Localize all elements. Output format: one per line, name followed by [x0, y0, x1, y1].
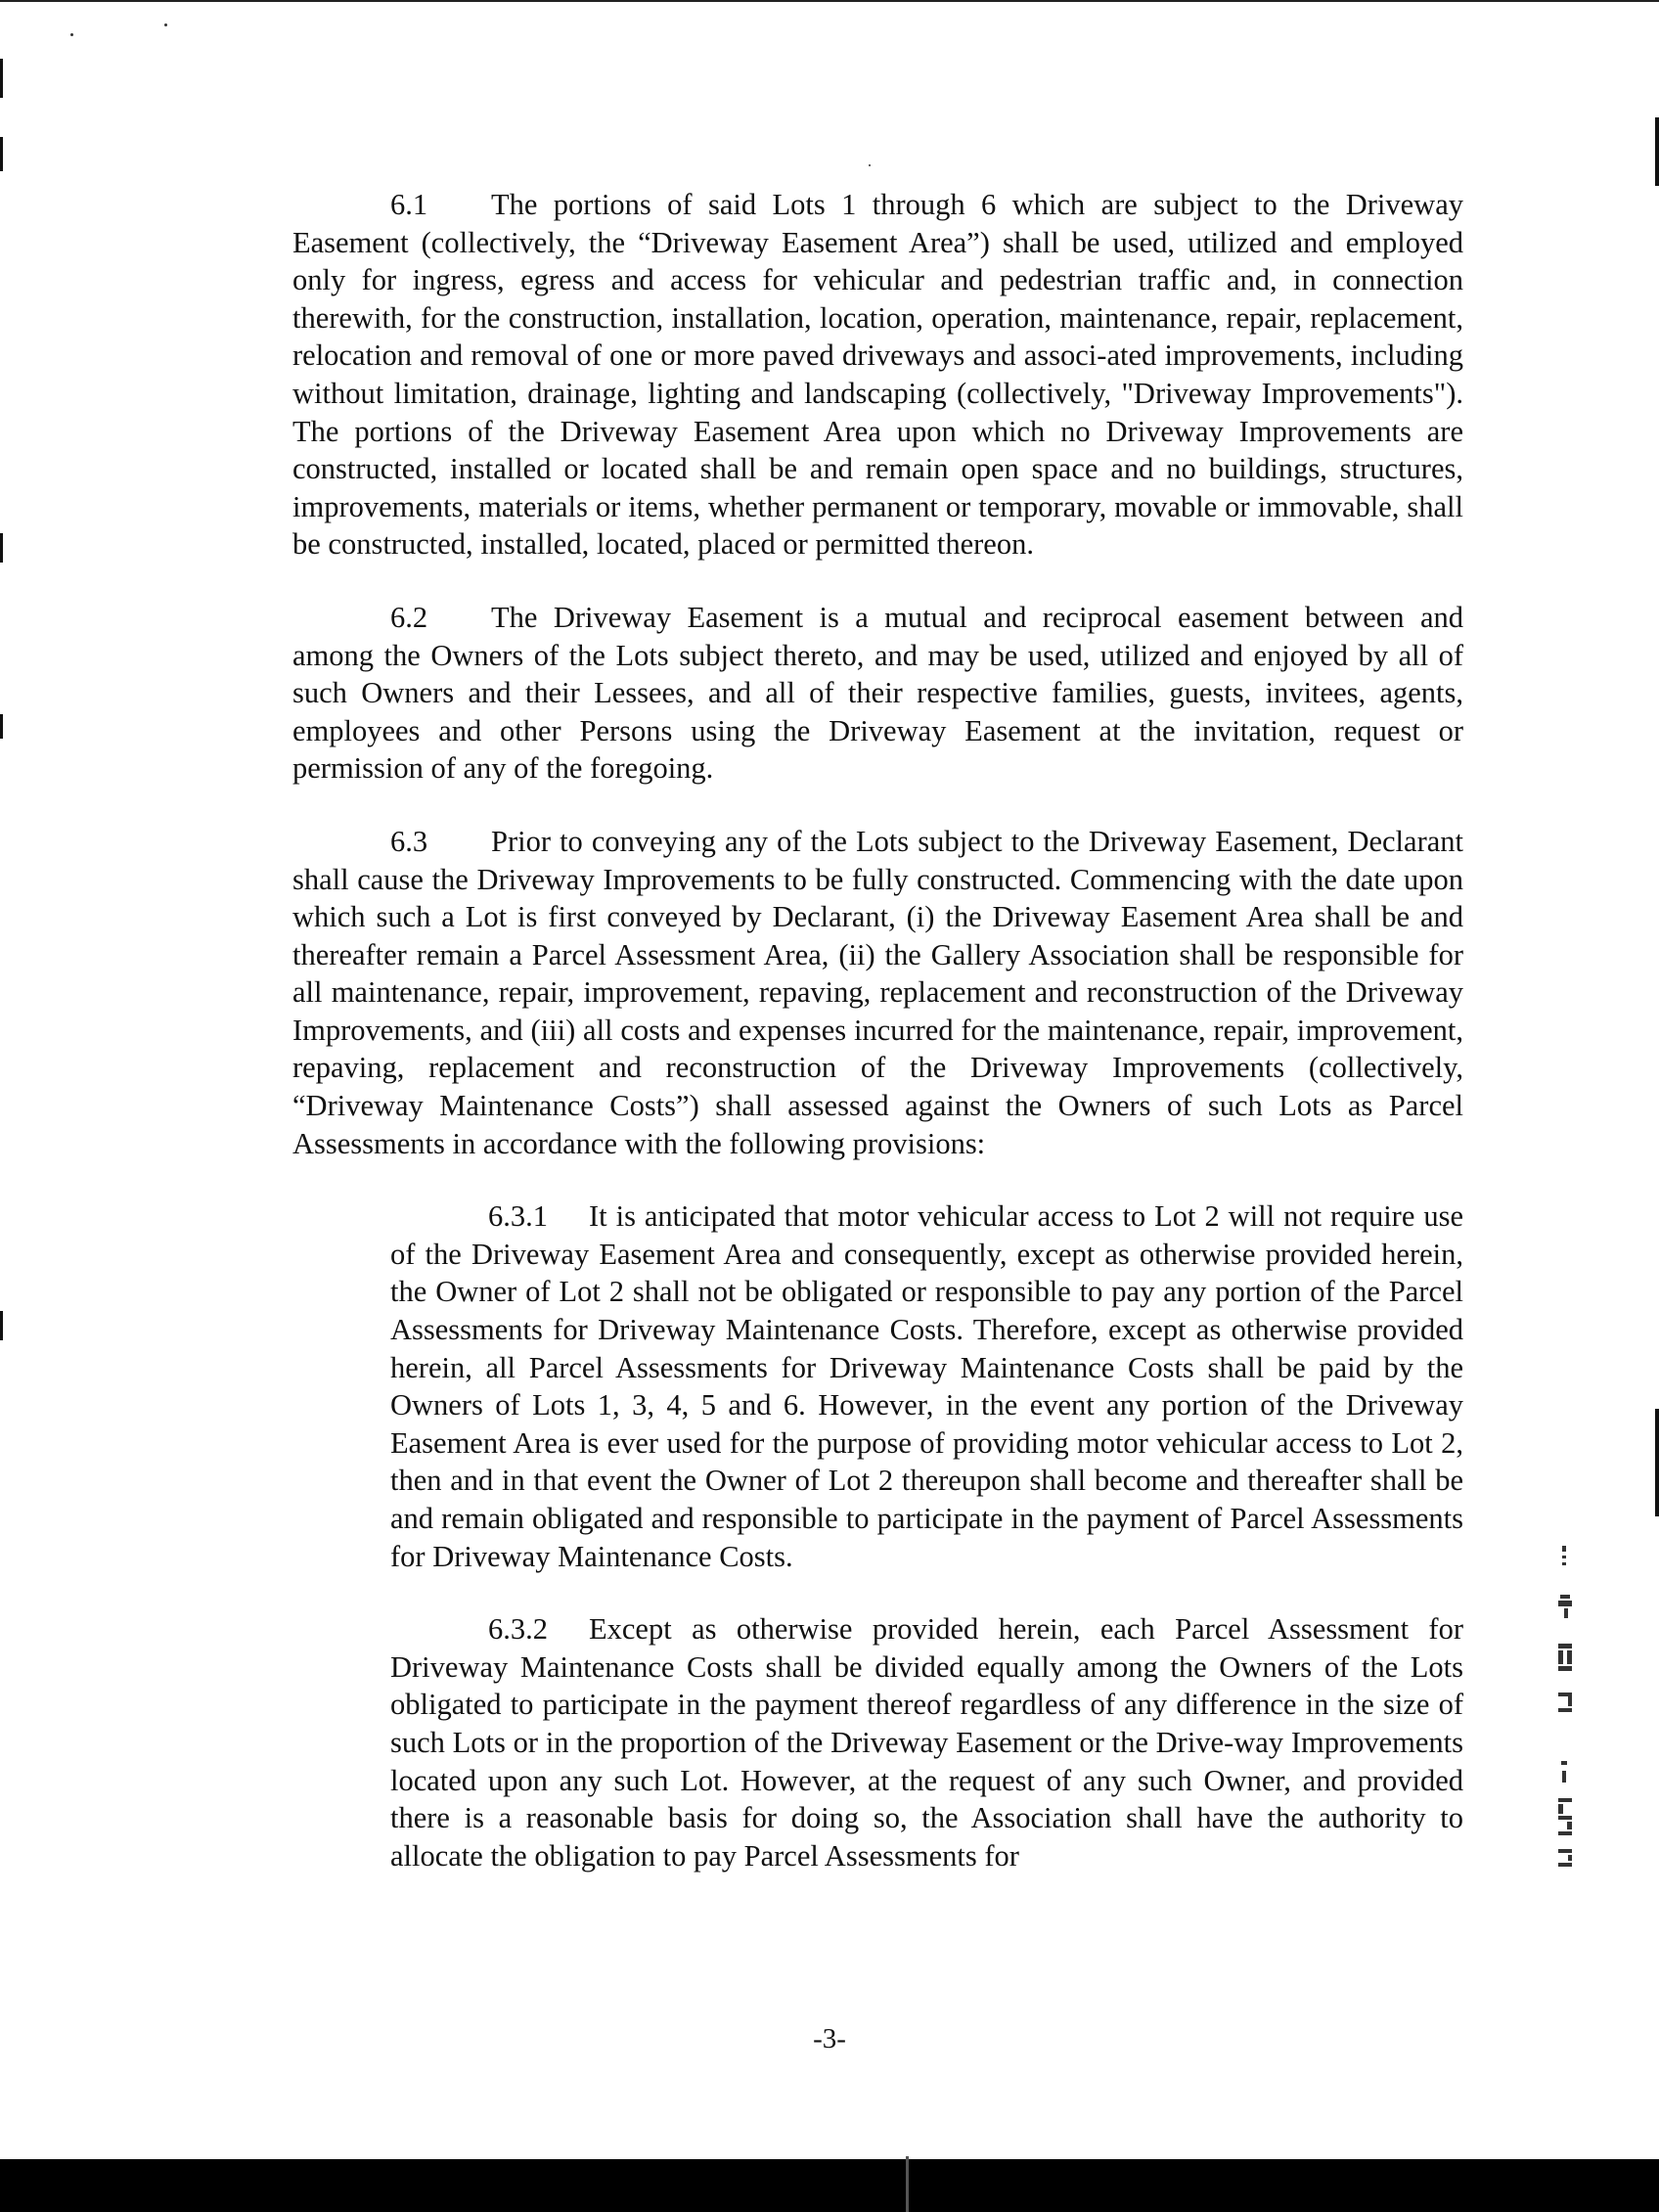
- scan-top-border: [0, 0, 1659, 2]
- paragraph-text: The Driveway Easement is a mutual and reciprocal easement between and among the Owners of the Lots subject thereto, and may be used, utilized and enjoyed by all of such Owners and their Lessees, and all of their respective families, guests, invitees, agents, employees and other Persons using the Driveway Easement at the invitation, request or permission of any of the foregoing.: [292, 600, 1463, 786]
- subparagraph-text: It is anticipated that motor vehicular access to Lot 2 will not require use of the Driveway Easement Area and consequently, except as otherwise provided herein, the Owner of Lot 2 shall not be obligated or responsible to pay any portion of the Parcel Assessments for Driveway Maintenance Costs. Therefore, except as otherwise provided herein, all Parcel Assessments for Driveway Maintenance Costs shall be paid by the Owners of Lots 1, 3, 4, 5 and 6. However, in the event any portion of the Driveway Easement Area is ever used for the purpose of providing motor vehicular access to Lot 2, then and in that event the Owner of Lot 2 thereupon shall become and thereafter shall be and remain obligated and responsible to participate in the payment of Parcel Assessments for Driveway Maintenance Costs.: [390, 1199, 1463, 1573]
- page-number: -3-: [813, 2023, 846, 2054]
- paragraph-6-1: [292, 186, 1463, 564]
- scan-speck: [164, 23, 167, 26]
- subparagraph-6-3-1: [390, 1197, 1463, 1575]
- paragraph-number: 6.3: [390, 824, 428, 858]
- scan-bottom-tick: [906, 2156, 909, 2212]
- subparagraph-6-3-2: [390, 1610, 1463, 1874]
- paragraph-6-2: [292, 599, 1463, 788]
- scan-left-mark: [0, 714, 3, 739]
- subparagraph-number: 6.3.2: [488, 1612, 548, 1647]
- scan-left-mark: [0, 137, 3, 171]
- scan-speck: [70, 33, 73, 36]
- paragraph-number: 6.1: [390, 188, 428, 221]
- subparagraph-text: Except as otherwise provided herein, each Parcel Assessment for Driveway Maintenance Costs shall be divided equally among the Owners of the Lots obligated to participate in the payment thereof regardless of any difference in the size of such Lots or in the proportion of the Driveway Easement or the Drive-way Improvements located upon any such Lot. However, at the request of any such Owner, and provided there is a reasonable basis for doing so, the Association shall have the authority to allocate the obligation to pay Parcel Assessments for: [390, 1612, 1463, 1873]
- recording-stamp: [1548, 1536, 1588, 1888]
- document-body: [292, 186, 1463, 1910]
- paragraph-text: Prior to conveying any of the Lots subject to the Driveway Easement, Declarant shall cause the Driveway Improvements to be fully constructed. Commencing with the date upon which such a Lot is first conveyed by Declarant, (i) the Driveway Easement Area shall be and thereafter remain a Parcel Assessment Area, (ii) the Gallery Association shall be responsible for all maintenance, repair, improvement, repaving, replacement and reconstruction of the Driveway Improvements, and (iii) all costs and expenses incurred for the maintenance, repair, improvement, repaving, replacement and reconstruction of the Driveway Improvements (collectively, “Driveway Maintenance Costs”) shall assessed against the Owners of such Lots as Parcel Assessments in accordance with the following provisions:: [292, 824, 1463, 1160]
- scan-right-mark: [1655, 117, 1659, 186]
- scan-speck: [869, 164, 871, 166]
- scan-left-mark: [0, 533, 3, 563]
- scan-right-mark: [1655, 1409, 1659, 1516]
- paragraph-6-3: [292, 823, 1463, 1162]
- paragraph-text: The portions of said Lots 1 through 6 which are subject to the Driveway Easement (collectively, the “Driveway Easement Area”) shall be used, utilized and employed only for ingress, egress and access for vehicular and pedestrian traffic and, in connection therewith, for the construction, installation, location, operation, maintenance, repair, replacement, relocation and removal of one or more paved driveways and associ-ated improvements, including without limitation, drainage, lighting and landscaping (collectively, "Driveway Improvements"). The portions of the Driveway Easement Area upon which no Driveway Improvements are constructed, installed or located shall be and remain open space and no buildings, structures, improvements, materials or items, whether permanent or temporary, movable or immovable, shall be constructed, installed, located, placed or permitted thereon.: [292, 188, 1463, 562]
- scan-left-mark: [0, 59, 3, 98]
- scan-left-mark: [0, 1311, 3, 1340]
- scan-bottom-border: [0, 2159, 1659, 2212]
- subparagraph-number: 6.3.1: [488, 1199, 548, 1234]
- paragraph-number: 6.2: [390, 600, 428, 634]
